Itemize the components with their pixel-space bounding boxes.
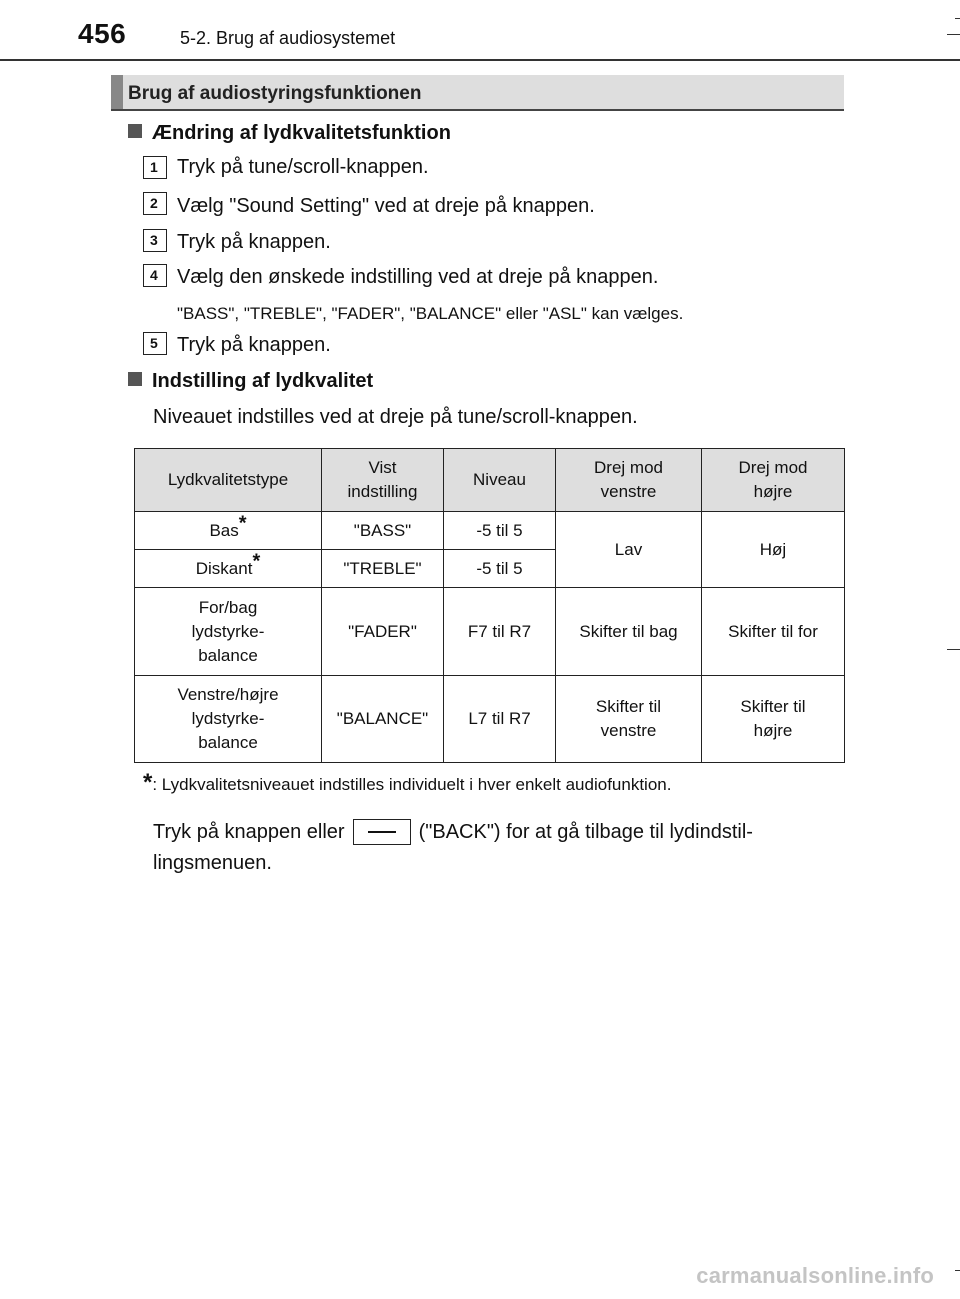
table-cell: For/bag lydstyrke-balance [135, 588, 322, 676]
header-cell: Niveau [444, 449, 556, 512]
step-number-2: 2 [143, 192, 167, 215]
table-cell-merged-left: Lav [556, 512, 702, 588]
table-cell-merged-right: Høj [702, 512, 845, 588]
table-header-row [135, 449, 845, 512]
header-cell: Drej mod højre [702, 449, 845, 512]
footnote [143, 769, 671, 797]
section-heading: Brug af audiostyringsfunktionen [128, 83, 422, 104]
step-text-3: Tryk på knappen. [177, 231, 331, 253]
table-cell: "FADER" [322, 588, 444, 676]
subheading-set-quality [128, 370, 373, 393]
step-text-1: Tryk på tune/scroll-knappen. [177, 156, 429, 178]
table-cell: L7 til R7 [444, 676, 556, 763]
back-instruction [153, 819, 753, 845]
step-text-2: Vælg "Sound Setting" ved at dreje på knappen. [177, 195, 595, 217]
table-cell: Skifter til højre [702, 676, 845, 763]
header-cell: Drej mod venstre [556, 449, 702, 512]
header-rule [0, 59, 960, 61]
table-row [135, 512, 845, 550]
header-cell: Lydkvalitetstype [135, 449, 322, 512]
back-button-icon [353, 819, 411, 845]
back-instruction-before: Tryk på knappen eller [153, 821, 345, 843]
table-cell: -5 til 5 [444, 512, 556, 550]
table-cell: "TREBLE" [322, 550, 444, 588]
table-row [135, 588, 845, 676]
step-number-1: 1 [143, 156, 167, 179]
section-heading-accent [111, 75, 123, 109]
step-number-4: 4 [143, 264, 167, 287]
asterisk-mark: * [252, 549, 261, 572]
table-cell: Skifter til bag [556, 588, 702, 676]
step-text-4: Vælg den ønskede indstilling ved at dreje på knappen. [177, 266, 659, 288]
step-4-note: "BASS", "TREBLE", "FADER", "BALANCE" eller "ASL" kan vælges. [177, 304, 684, 323]
table-cell: Diskant* [135, 550, 322, 588]
back-instruction-line2: lingsmenuen. [153, 852, 272, 874]
back-instruction-after: ("BACK") for at gå tilbage til lydindstil- [418, 821, 753, 843]
header-cell: Vist indstilling [322, 449, 444, 512]
subheading-change-quality [128, 122, 451, 145]
table-row [135, 676, 845, 763]
footnote-marker: * [143, 769, 153, 796]
section-heading-bar [111, 75, 844, 111]
crop-mark [947, 34, 960, 35]
table-cell: "BALANCE" [322, 676, 444, 763]
step-number-5: 5 [143, 332, 167, 355]
step-number-3: 3 [143, 229, 167, 252]
table-cell: Bas* [135, 512, 322, 550]
crop-mark [947, 649, 960, 650]
step-text-5: Tryk på knappen. [177, 334, 331, 356]
crop-mark [955, 18, 960, 19]
chapter-title: 5-2. Brug af audiosystemet [180, 28, 396, 48]
table-cell: F7 til R7 [444, 588, 556, 676]
crop-mark [955, 1270, 960, 1271]
subheading-text: Indstilling af lydkvalitet [152, 370, 374, 392]
asterisk-mark: * [238, 511, 247, 534]
set-quality-intro: Niveauet indstilles ved at dreje på tune/scroll-knappen. [153, 406, 638, 428]
square-bullet-icon [128, 372, 142, 386]
table-cell: Skifter til venstre [556, 676, 702, 763]
table-cell: Venstre/højre lydstyrke-balance [135, 676, 322, 763]
watermark: carmanualsonline.info [696, 1263, 934, 1288]
table-cell: "BASS" [322, 512, 444, 550]
footnote-text: : Lydkvalitetsniveauet indstilles individuelt i hver enkelt audiofunktion. [152, 775, 672, 794]
subheading-text: Ændring af lydkvalitetsfunktion [152, 122, 451, 144]
sound-quality-table [134, 448, 845, 763]
table-cell: -5 til 5 [444, 550, 556, 588]
square-bullet-icon [128, 124, 142, 138]
table-cell: Skifter til for [702, 588, 845, 676]
page-number: 456 [78, 18, 127, 49]
